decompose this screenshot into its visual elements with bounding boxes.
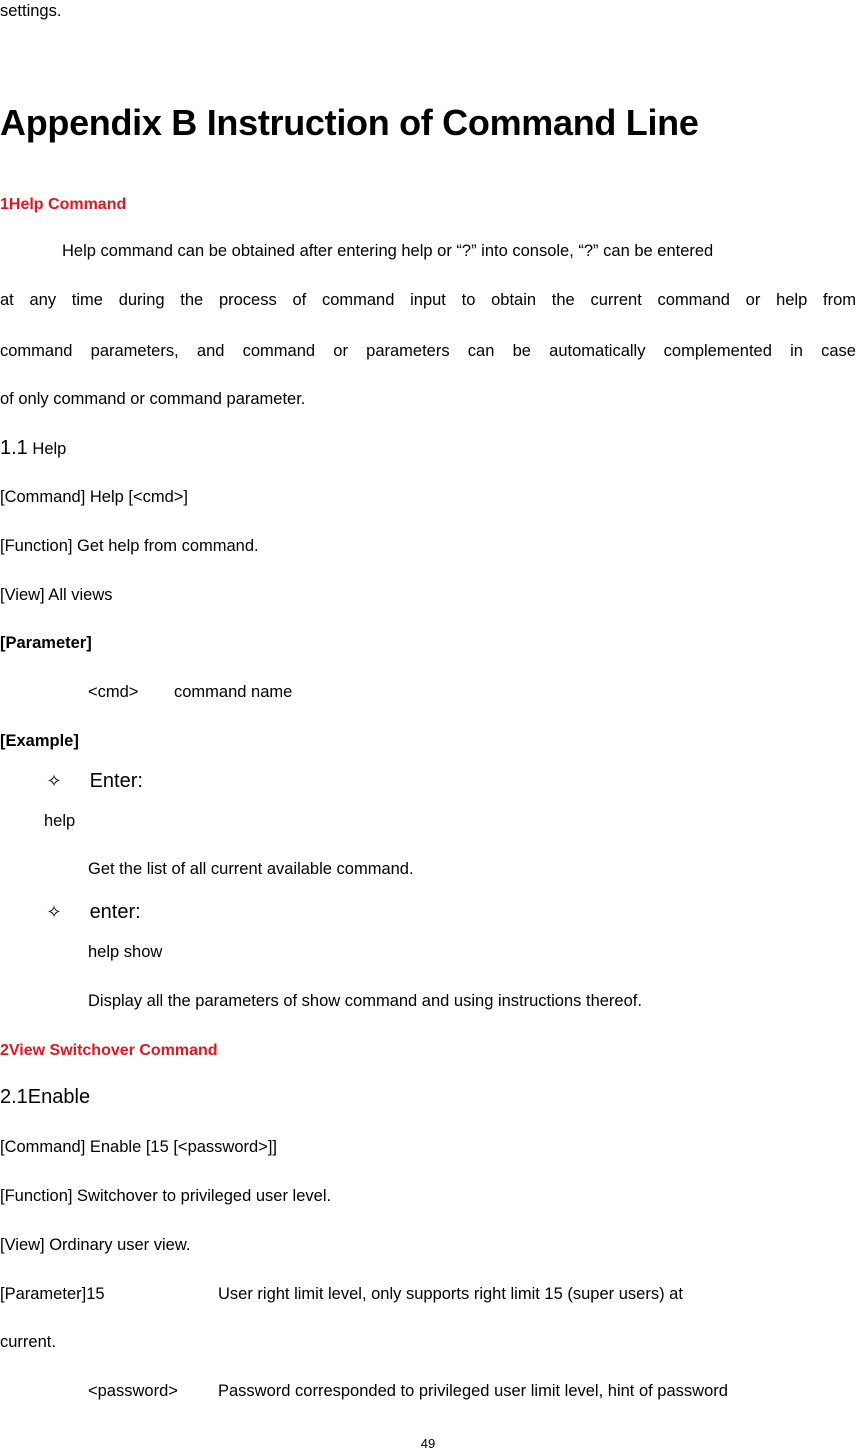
- help-paragraph-line-3: command parameters, and command or parameters can be automatically complemented in case: [0, 342, 856, 360]
- section-heading-view-switchover: 2View Switchover Command: [0, 1042, 218, 1059]
- subsection-enable-title: 2.1Enable: [0, 1086, 91, 1108]
- help-param-desc: command name: [174, 683, 293, 701]
- diamond-outline-star-icon: ✧: [46, 902, 62, 922]
- continued-text: settings.: [0, 2, 62, 20]
- help-parameter-label: [Parameter]: [0, 634, 92, 652]
- diamond-outline-star-icon: ✧: [46, 771, 62, 791]
- help-view-line: [View] All views: [0, 586, 113, 604]
- appendix-title: Appendix B Instruction of Command Line: [0, 102, 699, 143]
- subsection-number: 1.1: [0, 437, 28, 459]
- enable-parameter-desc: User right limit level, only supports right limit 15 (super users) at: [218, 1285, 683, 1303]
- example-2-label: enter:: [89, 901, 141, 923]
- help-example-label: [Example]: [0, 732, 79, 750]
- enable-view-line: [View] Ordinary user view.: [0, 1236, 191, 1254]
- help-paragraph-line-4: of only command or command parameter.: [0, 390, 306, 408]
- example-2-description: Display all the parameters of show command and using instructions thereof.: [88, 992, 642, 1010]
- page-number: 49: [420, 1436, 436, 1451]
- subsection-help-title: [0, 436, 66, 460]
- example-1-bullet: [44, 769, 143, 793]
- help-command-line: [Command] Help [<cmd>]: [0, 488, 188, 506]
- enable-function-line: [Function] Switchover to privileged user level.: [0, 1187, 332, 1205]
- subsection-name: Help: [32, 440, 67, 458]
- password-param-desc: Password corresponded to privileged user limit level, hint of password: [218, 1382, 728, 1400]
- example-1-label: Enter:: [89, 770, 143, 792]
- help-paragraph-line-1: Help command can be obtained after entering help or “?” into console, “?” can be entered: [62, 242, 714, 260]
- password-param-name: <password>: [88, 1382, 178, 1400]
- example-1-command: help: [44, 812, 76, 830]
- help-function-line: [Function] Get help from command.: [0, 537, 259, 555]
- example-2-command: help show: [88, 943, 163, 961]
- example-2-bullet: [44, 900, 141, 924]
- enable-command-line: [Command] Enable [15 [<password>]]: [0, 1138, 277, 1156]
- help-param-name: <cmd>: [88, 683, 139, 701]
- section-heading-help: 1Help Command: [0, 196, 127, 213]
- help-paragraph-line-2: at any time during the process of command input to obtain the current command or help from: [0, 291, 856, 309]
- enable-parameter-label: [Parameter]15: [0, 1285, 105, 1303]
- enable-parameter-cont: current.: [0, 1333, 56, 1351]
- example-1-description: Get the list of all current available command.: [88, 860, 414, 878]
